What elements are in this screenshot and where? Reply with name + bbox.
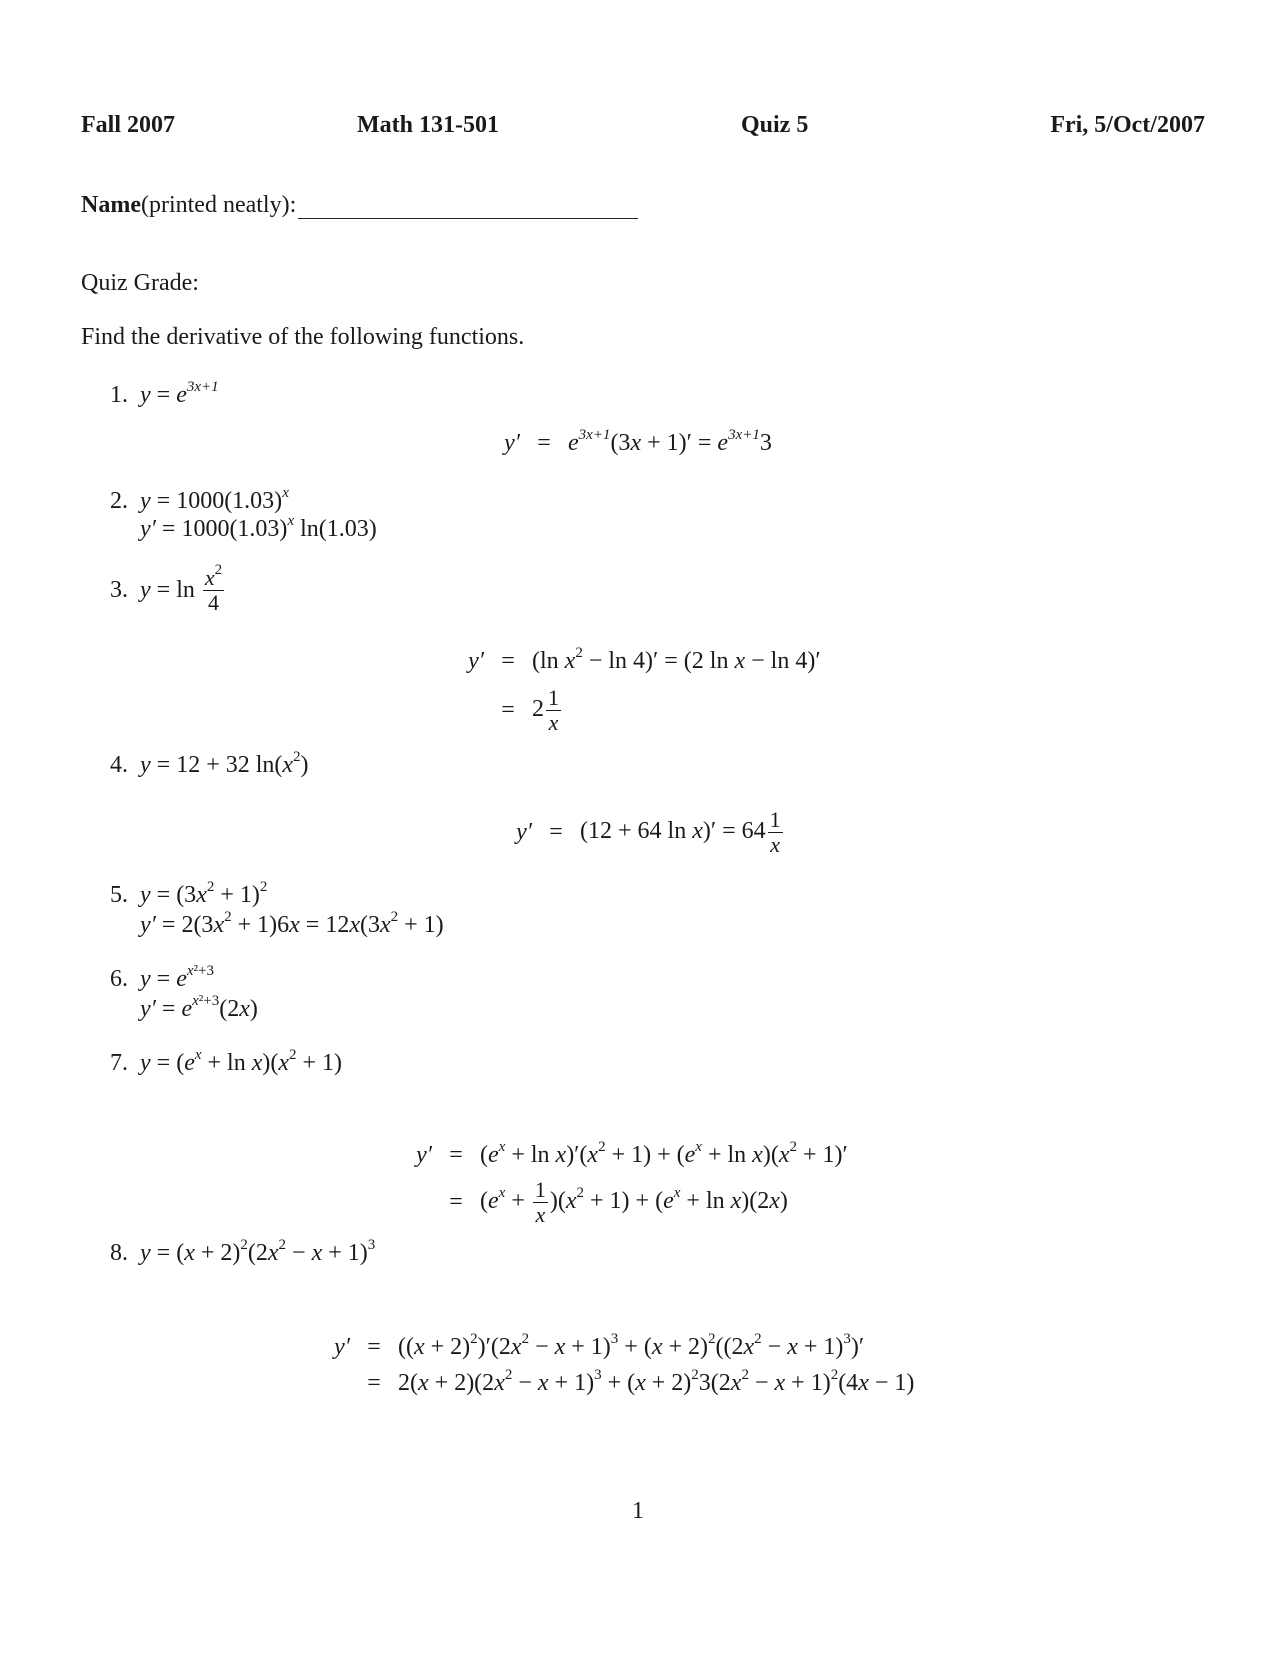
solution-3-line-2: = 2 $\frac{1}{x}$ — [501, 685, 559, 735]
date-label: Fri, 5/Oct/2007 — [1050, 112, 1205, 138]
page-number: 1 — [632, 1498, 644, 1524]
problem-number: 7. — [110, 1050, 128, 1076]
solution-8-line-1: y′ = $((x + 2)^2)'(2x^2 - x + 1)^3 + (x + 2)^2((2x^2 - x + 1)^3)'$ — [334, 1331, 865, 1360]
solution-2: $y' = 1000(1.03)^x$ ln(1.03) — [140, 513, 377, 542]
solution-7-line-1: y′ = $(e^x + \ln x)'(x^2 + 1) + (e^x + \ln x)(x^2 + 1)'$ — [416, 1139, 848, 1168]
quiz-label: Quiz 5 — [740, 112, 809, 138]
solution-5: $y' = 2(3x^2 + 1)6x = 12x(3x^2 + 1)$ — [140, 909, 444, 938]
problem-7: 7. $y = (e^x + \ln x)(x^2 + 1)$ — [110, 1047, 343, 1076]
problem-number: 1. — [110, 382, 128, 408]
solution-6: $y' = e^{x^2+3}(2x)$ — [140, 993, 258, 1022]
problem-number: 3. — [110, 577, 128, 603]
solution-3-line-1: y′ = (ln $x^2 - \ln 4)' = (2$ ln x − ln 4)′ — [468, 645, 821, 674]
solution-7-line-2: = ($e^x$ + $\frac{1}{x}$ )$(x^2 + 1) + (e^x + \ln x)(2x)$ — [449, 1177, 788, 1227]
problem-1: 1. $y = e^{3x+1}$ — [110, 379, 219, 408]
quiz-grade-label: Quiz Grade: — [81, 270, 199, 296]
page-header — [81, 112, 1205, 139]
instructions: Find the derivative of the following functions. — [81, 324, 525, 350]
problem-number: 6. — [110, 966, 128, 992]
term-label: Fall 2007 — [81, 112, 175, 138]
problem-5: 5. $y = (3x^2 + 1)^2$ — [110, 879, 268, 908]
solution-1: y′ = $e^{3x+1}(3x + 1)' = e^{3x+1}3$ — [504, 427, 772, 456]
problem-number: 8. — [110, 1240, 128, 1266]
problem-3: 3. y = ln $\frac{x^2}{4}$ — [110, 562, 223, 615]
problem-number: 5. — [110, 882, 128, 908]
solution-4: y′ = (12 + 64 ln x)′ = 64 $\frac{1}{x}$ — [516, 807, 781, 857]
problem-number: 4. — [110, 752, 128, 778]
name-label-bold: Name — [81, 192, 141, 218]
solution-8-line-2: = $2(x + 2)(2x^2 - x + 1)^3 + (x + 2)^23(2x^2 - x + 1)^2(4x - 1)$ — [367, 1367, 915, 1396]
name-blank-line — [298, 200, 638, 219]
name-field — [81, 192, 638, 219]
problem-8: 8. $y = (x + 2)^2(2x^2 - x + 1)^3$ — [110, 1237, 376, 1266]
course-label: Math 131-501 — [357, 112, 499, 138]
problem-6: 6. $y = e^{x^2+3}$ — [110, 963, 214, 992]
name-label-rest: (printed neatly): — [140, 192, 297, 218]
problem-number: 2. — [110, 488, 128, 514]
problem-2: 2. $y = 1000(1.03)^x$ — [110, 485, 289, 514]
problem-4: 4. y = 12 + 32 $\ln(x^2)$ — [110, 749, 309, 778]
